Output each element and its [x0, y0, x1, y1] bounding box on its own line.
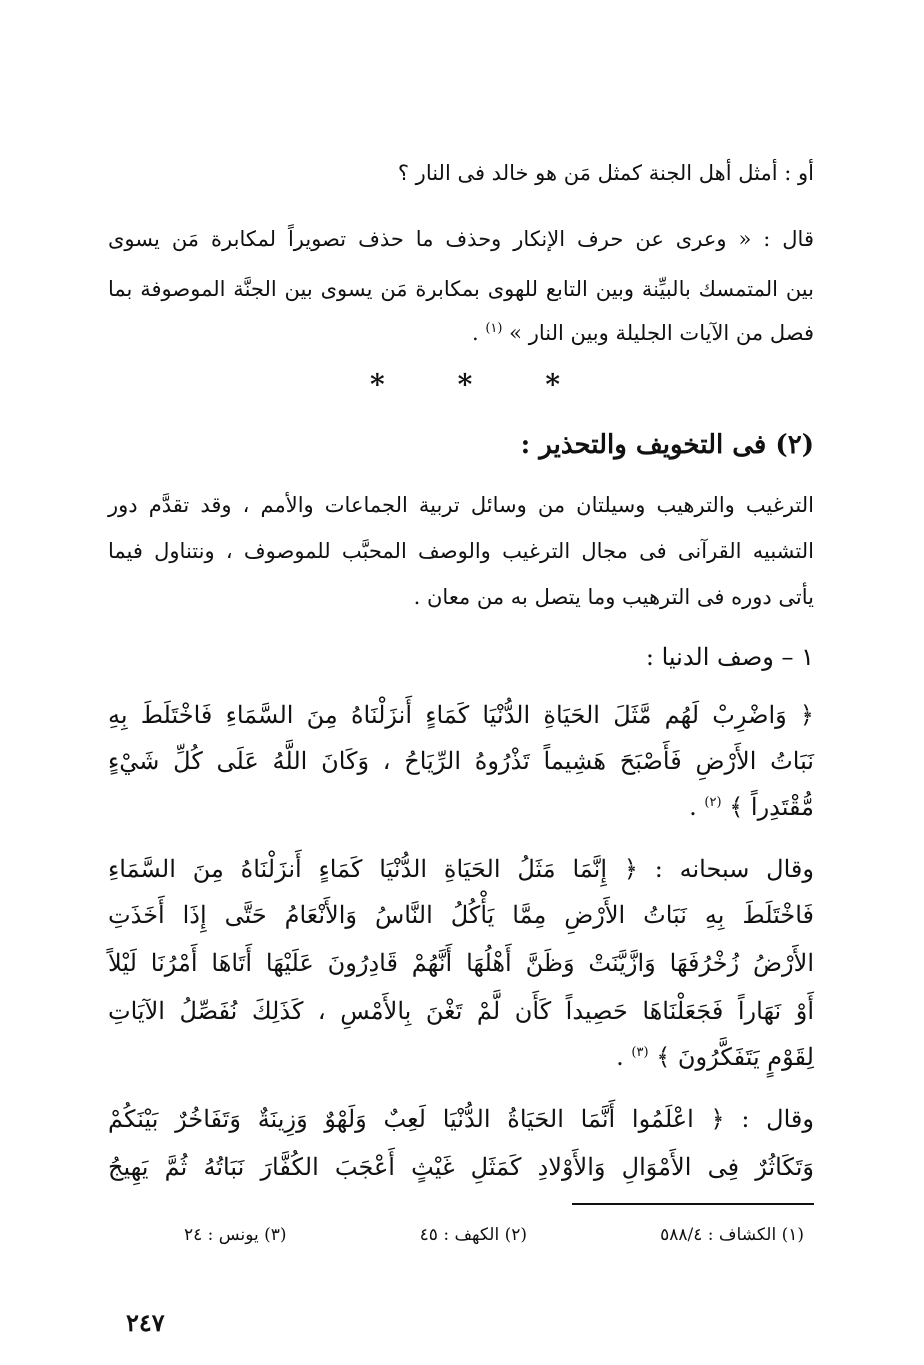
footnotes	[184, 1222, 804, 1248]
quran-verse-line: أَوْ نَهَاراً فَجَعَلْنَاهَا حَصِيداً كَأَن لَّمْ تَغْنَ بِالأَمْسِ ، كَذَلِكَ نُفَصِّلُ الآيَاتِ	[108, 997, 814, 1025]
section-heading: (٢) فى التخويف والتحذير :	[520, 430, 814, 460]
text-line: التشبيه القرآنى فى مجال الترغيب والوصف المحبَّب للموصوف ، ونتناول فيما	[108, 539, 814, 563]
footnote: (٣) يونس : ٢٤	[184, 1225, 287, 1245]
footnote: (١) الكشاف : ٥٨٨/٤	[660, 1225, 804, 1245]
quran-verse-line: مُّقْتَدِراً ﴾ $^{(٢)}$ .	[689, 793, 814, 821]
text-line: قال : « وعرى عن حرف الإنكار وحذف ما حذف تصويراً لمكابرة مَن يسوى	[108, 227, 814, 251]
footnote-ref: (٣)	[631, 1045, 649, 1060]
text-line: فصل من الآيات الجليلة وبين النار » $^{(١)}$ .	[471, 321, 814, 345]
quran-verse-line: الأَرْضُ زُخْرُفَهَا وَازَّيَّنَتْ وَظَنَّ أَهْلُهَا أَنَّهُمْ قَادِرُونَ عَلَيْهَا أَتَاهَا أَمْرُنَا لَيْلاً	[108, 949, 814, 977]
footnote-ref: (٢)	[704, 795, 722, 810]
quran-verse-line: فَاخْتَلَطَ بِهِ نَبَاتُ الأَرْضِ مِمَّا يَأْكُلُ النَّاسُ وَالأَنْعَامُ حَتَّى إِذَا أَخَذَتِ	[108, 901, 814, 929]
text-line: أو : أمثل أهل الجنة كمثل مَن هو خالد فى النار ؟	[397, 161, 814, 185]
footnote-ref: (١)	[485, 321, 503, 336]
text-line: يأتى دوره فى الترهيب وما يتصل به من معان .	[413, 585, 814, 609]
text-line: الترغيب والترهيب وسيلتان من وسائل تربية الجماعات والأمم ، وقد تقدَّم دور	[108, 493, 814, 517]
quran-verse-line: نَبَاتُ الأَرْضِ فَأَصْبَحَ هَشِيماً تَذْرُوهُ الرِّيَاحُ ، وَكَانَ اللَّهُ عَلَى كُلِّ شَيْءٍ	[108, 747, 814, 775]
page-number: ٢٤٧	[126, 1308, 165, 1337]
quran-verse-line: وقال سبحانه : ﴿ إِنَّمَا مَثَلُ الحَيَاةِ الدُّنْيَا كَمَاءٍ أَنزَلْنَاهُ مِنَ السَّمَاءِ	[108, 855, 814, 883]
quran-verse-line: وَتَكَاثُرٌ فِى الأَمْوَالِ وَالأَوْلادِ كَمَثَلِ غَيْثٍ أَعْجَبَ الكُفَّارَ نَبَاتُهُ ثُمَّ يَهِيجُ	[108, 1153, 814, 1181]
quran-verse-line: لِقَوْمٍ يَتَفَكَّرُونَ ﴾ $^{(٣)}$ .	[616, 1043, 814, 1071]
subsection-heading: ١ – وصف الدنيا :	[645, 643, 814, 671]
footnote: (٢) الكهف : ٤٥	[419, 1225, 527, 1245]
footnote-divider	[572, 1203, 814, 1205]
section-separator: * * *	[370, 368, 560, 401]
quran-verse-line: ﴿ وَاضْرِبْ لَهُم مَّثَلَ الحَيَاةِ الدُّنْيَا كَمَاءٍ أَنزَلْنَاهُ مِنَ السَّمَاءِ فَاخْتَلَطَ بِهِ	[108, 701, 814, 729]
quran-verse-line: وقال : ﴿ اعْلَمُوا أَنَّمَا الحَيَاةُ الدُّنْيَا لَعِبٌ وَلَهْوٌ وَزِينَةٌ وَتَفَاخُرٌ بَيْنَكُمْ	[108, 1105, 814, 1133]
text-line: بين المتمسك بالبيِّنة وبين التابع للهوى بمكابرة مَن يسوى بين الجنَّة الموصوفة بما	[108, 277, 814, 301]
